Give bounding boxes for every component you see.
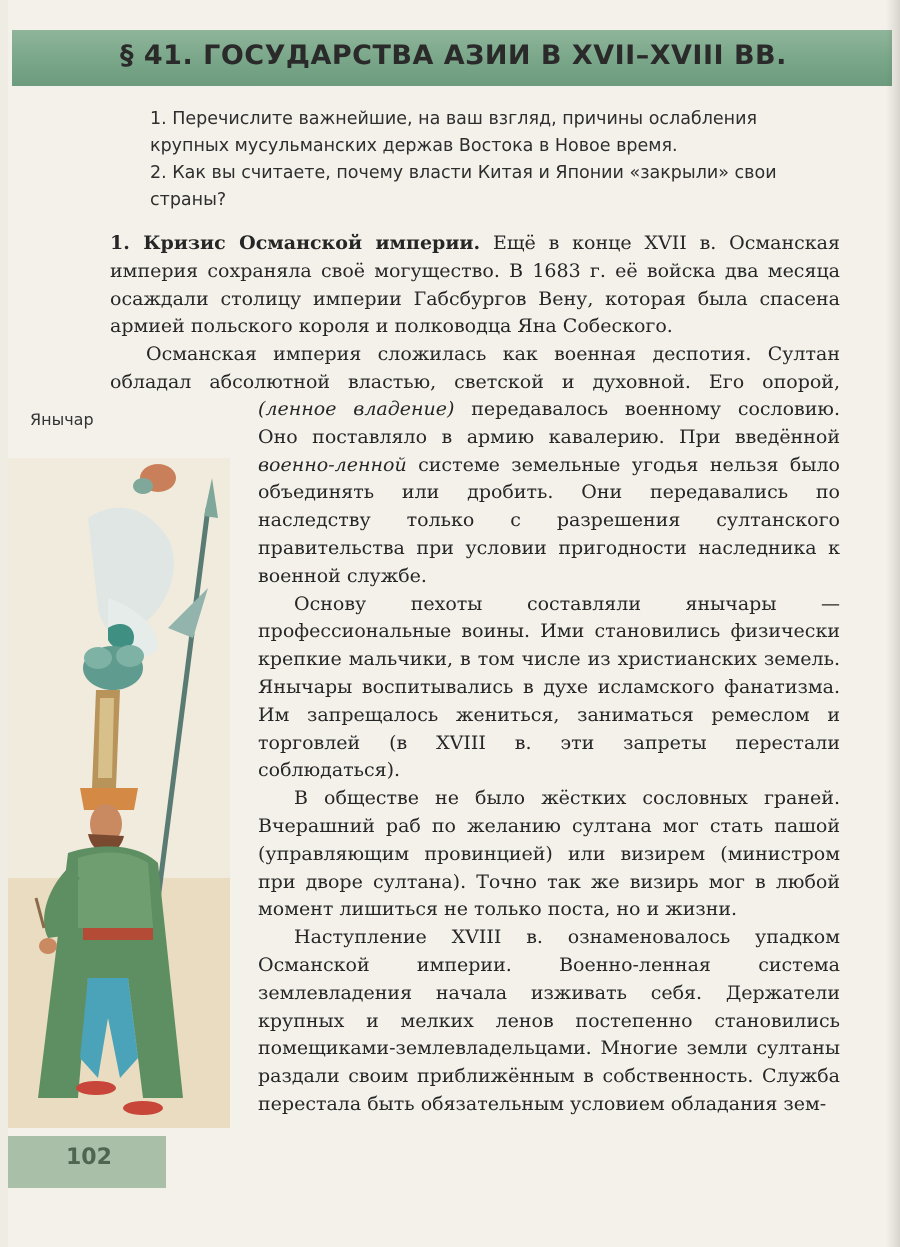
section-paragraph <box>110 230 840 341</box>
question-2: 2. Как вы считаете, почему власти Китая и Японии «закрыли» свои страны? <box>150 163 777 210</box>
review-questions <box>150 106 840 214</box>
paragraph-text: передавалось военному сословию. Оно поставляло в армию кавалерию. При введённой <box>258 398 841 448</box>
paragraph-janissaries: Основу пехоты составляли янычары — профессиональные воины. Ими становились физически крепкие мальчики, в том числе из христианских земель. Янычары воспитывались в духе исламского фанатизма. Им запрещалось жениться, заниматься ремеслом и торговлей (в XVIII в. эти запреты перестали соблюдаться). <box>258 592 840 782</box>
main-text-wrapped <box>258 396 840 1119</box>
main-text <box>110 230 840 396</box>
paragraph-text: Османская империя сложилась как военная деспотия. Султан обладал абсолютной властью, светской и духовной. Его опорой, <box>110 343 840 393</box>
section-intro: Ещё в конце XVII в. Османская империя сохраняла своё могущество. В 1683 г. её войска два месяца осаждали столицу империи Габсбургов Вену, которая была спасена армией польского короля и полководца Яна Собеского. <box>110 232 840 338</box>
page-edge-shadow <box>886 0 900 1247</box>
question-1: 1. Перечислите важнейшие, на ваш взгляд, причины ослабления крупных мусульманских держав Востока в Новое время. <box>150 109 758 156</box>
term-lennoe-vladenie: (ленное владение) <box>258 398 455 420</box>
term-voenno-lennoy: военно-ленной <box>258 453 407 476</box>
chapter-title: § 41. ГОСУДАРСТВА АЗИИ В XVII–XVIII ВВ. <box>120 40 787 71</box>
paragraph-society: В обществе не было жёстких сословных граней. Вчерашний раб по желанию султана мог стать пашой (управляющим провинцией) или визирем (министром при дворе султана). Точно так же визирь мог в любой момент лишиться не только поста, но и жизни. <box>258 787 840 921</box>
section-heading: 1. Кризис Османской империи. <box>110 232 481 254</box>
paragraph-continuation <box>258 396 840 591</box>
paragraph-deposition <box>110 341 840 396</box>
page-number: 102 <box>66 1145 112 1170</box>
paragraph-text: системе земельные угодья нельзя было объединять или дробить. Они передавались по наследству только с разрешения султанского правительства при условии пригодности наследника к военной службе. <box>258 453 840 587</box>
paragraph-decline: Наступление XVIII в. ознаменовалось упадком Османской империи. Военно-ленная система землевладения начала изживать себя. Держатели крупных и мелких ленов постепенно становились помещиками-землевладельцами. Многие земли султаны раздали своим приближённым в собственность. Служба перестала быть обязательным условием обладания зем- <box>258 926 840 1115</box>
janissary-illustration <box>8 458 230 1128</box>
figure-caption: Янычар <box>30 410 94 429</box>
